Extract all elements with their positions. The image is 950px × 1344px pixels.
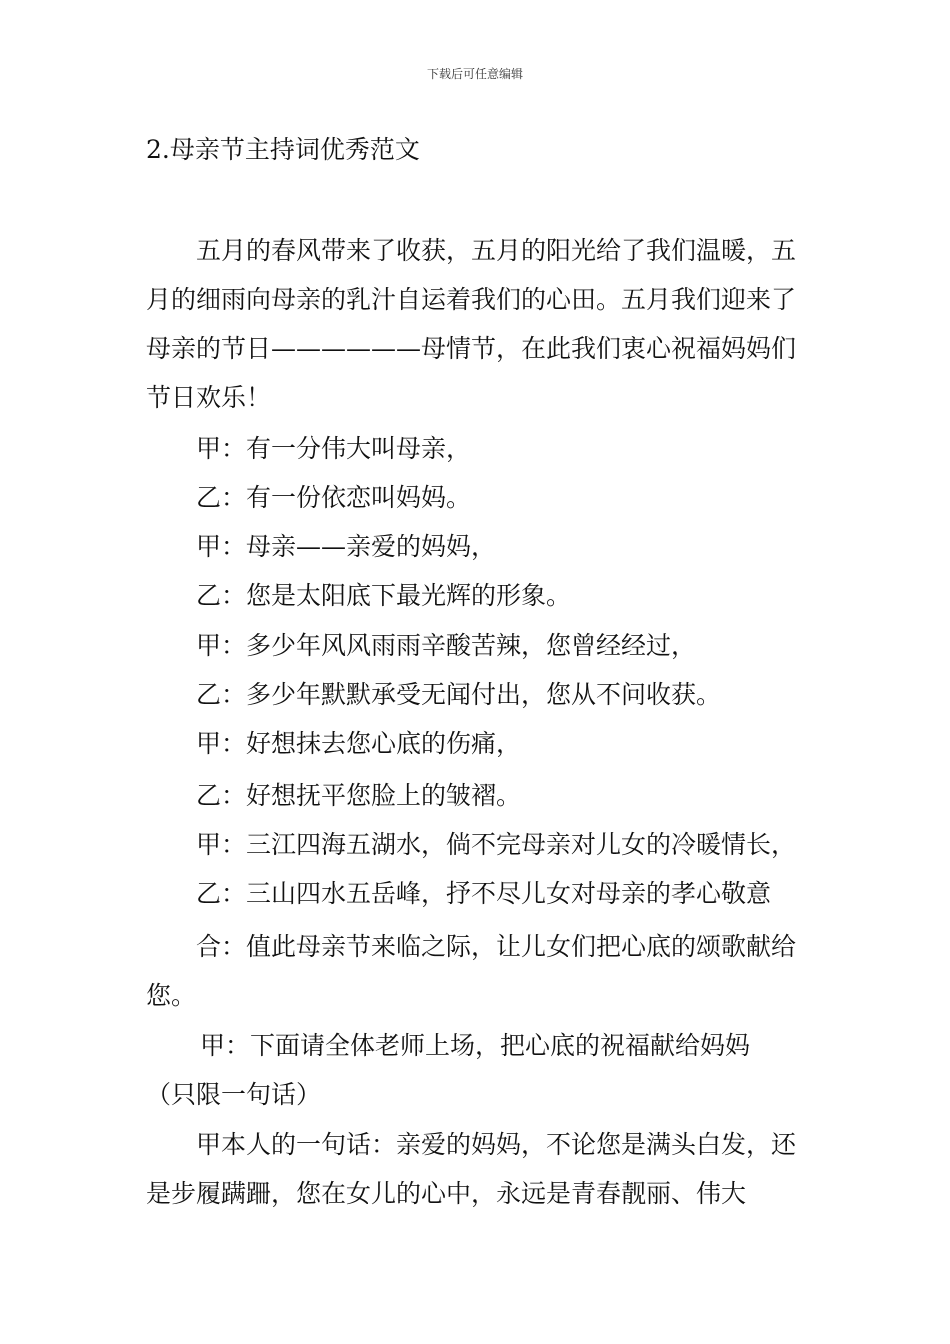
dialogue-line: 甲：母亲——亲爱的妈妈， <box>196 532 497 561</box>
together-paragraph: 合：值此母亲节来临之际，让儿女们把心底的颂歌献给您。 <box>146 932 797 1010</box>
dialogue-line: 甲：好想抹去您心底的伤痛， <box>196 729 522 758</box>
jia-announcement-note: （只限一句话） <box>146 1080 322 1109</box>
dialogue-line: 乙：您是太阳底下最光辉的形象。 <box>196 581 572 610</box>
document-title: 2.母亲节主持词优秀范文 <box>146 135 420 164</box>
dialogue-line: 乙：有一份依恋叫妈妈。 <box>196 483 472 512</box>
dialogue-line: 乙：多少年默默承受无闻付出，您从不问收获。 <box>196 680 722 709</box>
intro-paragraph: 五月的春风带来了收获，五月的阳光给了我们温暖，五月的细雨向母亲的乳汁自运着我们的心田。五月我们迎来了母亲的节日——————母情节，在此我们衷心祝福妈妈们节日欢乐！ <box>146 236 797 412</box>
dialogue-line: 甲：多少年风风雨雨辛酸苦辣，您曾经经过， <box>196 631 697 660</box>
dialogue-line: 甲：有一分伟大叫母亲， <box>196 434 472 463</box>
dialogue-line: 乙：好想抚平您脸上的皱褶。 <box>196 781 522 810</box>
jia-announcement: 甲：下面请全体老师上场，把心底的祝福献给妈妈 <box>200 1031 751 1060</box>
closing-paragraph: 甲本人的一句话：亲爱的妈妈，不论您是满头白发，还是步履蹒跚，您在女儿的心中，永远是青春靓丽、伟大 <box>146 1130 797 1208</box>
dialogue-line: 甲：三江四海五湖水，倘不完母亲对儿女的冷暖情长， <box>196 830 797 859</box>
page-header: 下载后可任意编辑 <box>426 67 523 81</box>
dialogue-line: 乙：三山四水五岳峰，抒不尽儿女对母亲的孝心敬意 <box>196 879 772 908</box>
